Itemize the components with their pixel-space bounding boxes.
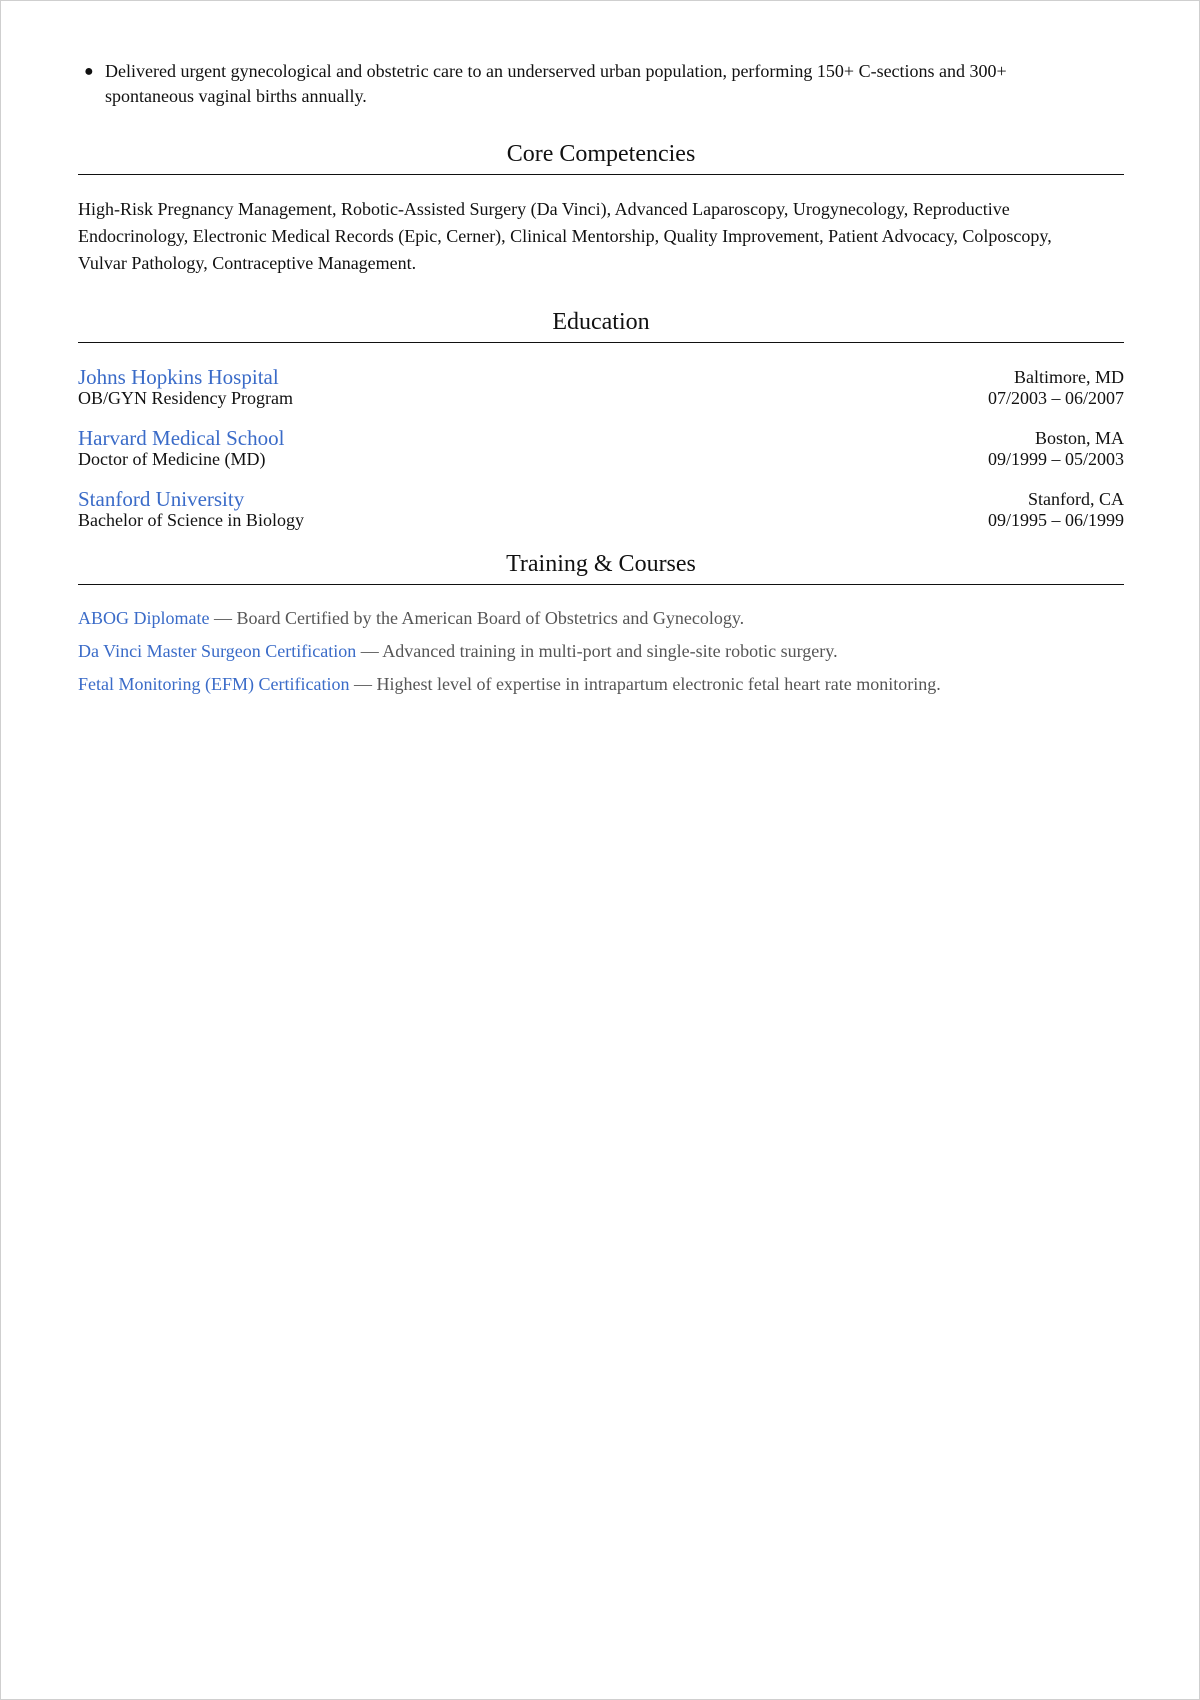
- training-name-link[interactable]: Da Vinci Master Surgeon Certification: [78, 641, 357, 661]
- core-competencies-heading: Core Competencies: [78, 139, 1124, 175]
- experience-bullet-list: [78, 59, 1124, 109]
- location-text: Boston, MA: [1034, 428, 1124, 448]
- experience-bullet-line: spontaneous vaginal births annually.: [105, 86, 367, 106]
- training-item: [78, 640, 1124, 662]
- training-description: — Highest level of expertise in intrapartum electronic fetal heart rate monitoring.: [349, 674, 941, 694]
- education-entry: [78, 427, 1124, 470]
- experience-bullet-line: Delivered urgent gynecological and obstetric care to an underserved urban population, performing 150+ C-sections and 300+: [105, 61, 1007, 81]
- degree-text: Bachelor of Science in Biology: [78, 510, 304, 530]
- competencies-line: Endocrinology, Electronic Medical Records (Epic, Cerner), Clinical Mentorship, Quality Improvement, Patient Advocacy, Colposcopy,: [78, 226, 1052, 246]
- school-name-link[interactable]: Johns Hopkins Hospital: [78, 365, 279, 389]
- education-entry-left: [78, 366, 293, 409]
- training-name-link[interactable]: Fetal Monitoring (EFM) Certification: [78, 674, 350, 694]
- school-name-link[interactable]: Stanford University: [78, 487, 245, 511]
- competencies-line: Vulvar Pathology, Contraceptive Management.: [78, 253, 417, 273]
- training-description: — Board Certified by the American Board of Obstetrics and Gynecology.: [209, 608, 745, 628]
- education-entry: [78, 488, 1124, 531]
- training-name-link[interactable]: ABOG Diplomate: [78, 608, 210, 628]
- school-name-link[interactable]: Harvard Medical School: [78, 426, 285, 450]
- training-list: [78, 607, 1124, 695]
- core-competencies-text: [78, 196, 1124, 277]
- education-heading: Education: [78, 307, 1124, 343]
- degree-text: OB/GYN Residency Program: [78, 388, 293, 408]
- education-entry-right: [988, 366, 1124, 409]
- location-text: Baltimore, MD: [1014, 367, 1124, 387]
- education-list: [78, 366, 1124, 531]
- training-item: [78, 607, 1124, 629]
- training-item: [78, 673, 1124, 695]
- education-entry-right: [988, 488, 1124, 531]
- date-range-text: 07/2003 – 06/2007: [987, 388, 1124, 408]
- experience-bullet: [84, 59, 1124, 109]
- resume-content: [78, 59, 1124, 706]
- education-entry-left: [78, 488, 304, 531]
- bullet-dot-icon: ●: [84, 63, 94, 80]
- training-courses-heading: Training & Courses: [78, 549, 1124, 585]
- education-entry-left: [78, 427, 284, 470]
- education-entry: [78, 366, 1124, 409]
- location-text: Stanford, CA: [1028, 489, 1124, 509]
- degree-text: Doctor of Medicine (MD): [78, 449, 266, 469]
- date-range-text: 09/1995 – 06/1999: [987, 510, 1124, 530]
- date-range-text: 09/1999 – 05/2003: [987, 449, 1124, 469]
- training-description: — Advanced training in multi-port and single-site robotic surgery.: [356, 641, 838, 661]
- competencies-line: High-Risk Pregnancy Management, Robotic-Assisted Surgery (Da Vinci), Advanced Laparoscopy, Urogynecology, Reproductive: [78, 199, 1010, 219]
- education-entry-right: [988, 427, 1124, 470]
